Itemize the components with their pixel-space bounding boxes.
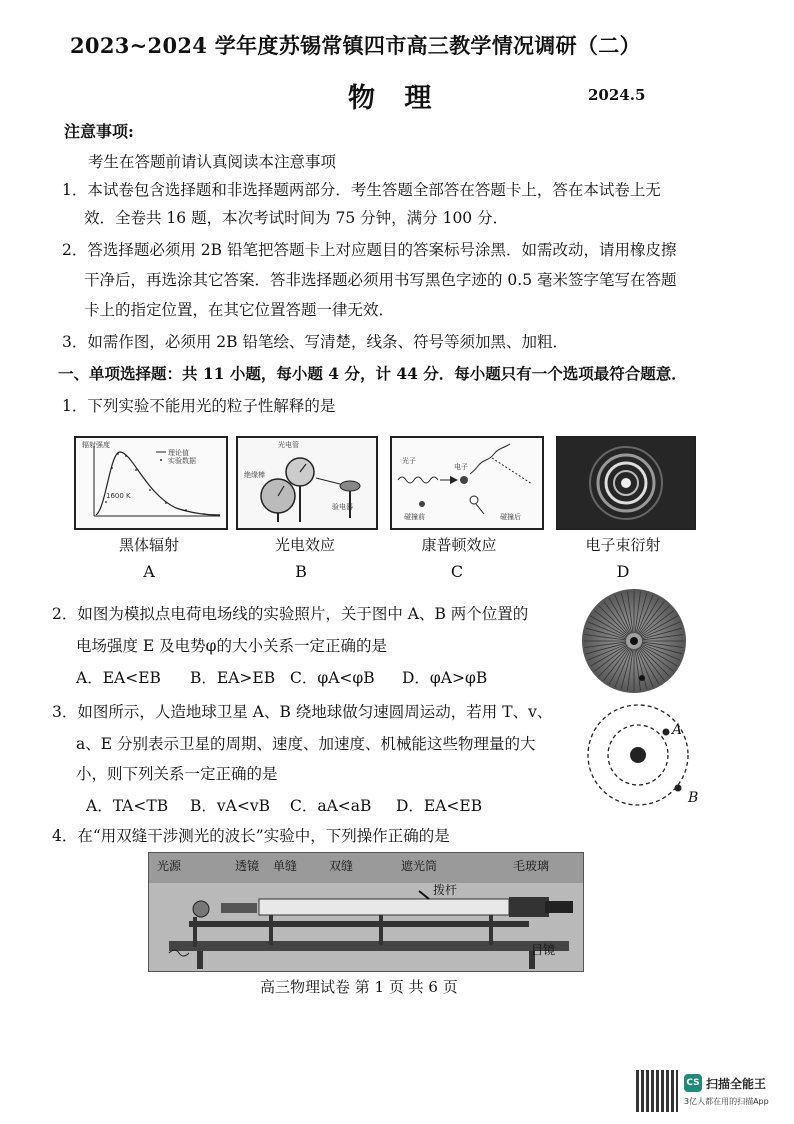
- q3-option-a: A．TA<TB: [86, 797, 169, 815]
- q1-caption-a: 黑体辐射: [118, 536, 179, 554]
- q3-orbit-diagram: [584, 700, 714, 820]
- notice-item: 卡上的指定位置，在其它位置答题一律无效．: [84, 301, 395, 319]
- scanner-tagline: 3亿人都在用的扫描App: [684, 1097, 769, 1106]
- q1-caption-d: 电子束衍射: [585, 536, 661, 554]
- photoelectric-label: 绝缘棒: [244, 471, 265, 479]
- q4-stem: 4．在“用双缝干涉测光的波长”实验中，下列操作正确的是: [52, 827, 450, 845]
- apparatus-label-lens: 透镜: [235, 859, 260, 873]
- compton-label: 碰撞前: [404, 513, 425, 521]
- blackbody-temp-label: 1600 K: [106, 492, 131, 500]
- exam-title: 2023~2024 学年度苏锡常镇四市高三教学情况调研（二）: [70, 33, 641, 58]
- qr-code-icon: [636, 1070, 678, 1112]
- notice-item: 3．如需作图，必须用 2B 铅笔绘、写清楚，线条、符号等须加黑、加粗．: [62, 333, 568, 351]
- blackbody-legend-data: 实验数据: [168, 457, 196, 465]
- q1-stem: 1．下列实验不能用光的粒子性解释的是: [62, 397, 336, 415]
- field-lines-graphic: [576, 586, 692, 696]
- blackbody-curve-graphic: [76, 438, 226, 528]
- q2-stem-line2: 电场强度 E 及电势φ的大小关系一定正确的是: [76, 637, 388, 655]
- diffraction-rings-graphic: [558, 438, 694, 528]
- notice-item: 1．本试卷包含选择题和非选择题两部分．考生答题全部答在答题卡上，答在本试卷上无: [62, 181, 661, 199]
- q3-option-c: C．aA<aB: [290, 797, 372, 815]
- q3-option-d: D．EA<EB: [396, 797, 483, 815]
- page-footer: 高三物理试卷 第 1 页 共 6 页: [260, 978, 458, 996]
- q2-option-c: C．φA<φB: [290, 669, 375, 687]
- compton-label: 碰撞后: [500, 513, 521, 521]
- satellite-a-label: A: [672, 722, 683, 738]
- q3-option-b: B．vA<vB: [190, 797, 270, 815]
- q3-stem-line2: a、E 分别表示卫星的周期、速度、加速度、机械能这些物理量的大: [76, 735, 536, 753]
- photoelectric-label: 光电管: [278, 441, 299, 449]
- q1-caption-b: 光电效应: [274, 536, 335, 554]
- q1-option-b: B: [295, 562, 307, 581]
- q1-figure-electron-diffraction: [556, 436, 696, 530]
- q1-figure-compton: [390, 436, 544, 530]
- q2-option-d: D．φA>φB: [402, 669, 488, 687]
- notice-item: 2．答选择题必须用 2B 铅笔把答题卡上对应题目的答案标号涂黑．如需改动，请用橡皮擦: [62, 241, 677, 259]
- compton-label: 电子: [454, 463, 468, 471]
- scanner-logo-icon: CS: [684, 1074, 702, 1092]
- blackbody-legend-theory: 理论值: [168, 449, 189, 457]
- q1-option-c: C: [450, 562, 464, 581]
- notice-intro: 考生在答题前请认真阅读本注意事项: [88, 153, 337, 171]
- q1-caption-c: 康普顿效应: [421, 536, 497, 554]
- subject-title: 物 理: [348, 83, 442, 114]
- apparatus-label-screen: 毛玻璃: [513, 859, 550, 873]
- q4-apparatus-photo: [148, 852, 584, 972]
- scanner-brand: 扫描全能王: [706, 1077, 767, 1091]
- apparatus-label-light-source: 光源: [157, 859, 182, 873]
- q2-option-b: B．EA>EB: [190, 669, 276, 687]
- q2-field-photo: [576, 586, 692, 696]
- apparatus-label-tube: 遮光筒: [401, 859, 438, 873]
- apparatus-label-eyepiece: 目镜: [531, 943, 556, 957]
- q1-figure-blackbody: [74, 436, 228, 530]
- q1-option-d: D: [616, 562, 630, 581]
- apparatus-label-lever: 拨杆: [433, 883, 458, 897]
- apparatus-label-double-slit: 双缝: [329, 859, 354, 873]
- q2-option-a: A．EA<EB: [76, 669, 161, 687]
- q2-stem-line1: 2．如图为模拟点电荷电场线的实验照片，关于图中 A、B 两个位置的: [52, 605, 529, 623]
- photoelectric-label: 验电器: [332, 503, 353, 511]
- q3-stem-line1: 3．如图所示，人造地球卫星 A、B 绕地球做匀速圆周运动，若用 T、v、: [52, 703, 553, 721]
- compton-label: 光子: [402, 457, 416, 465]
- satellite-b-label: B: [688, 790, 699, 806]
- exam-date: 2024.5: [588, 86, 646, 104]
- section-heading: 一、单项选择题：共 11 小题，每小题 4 分，计 44 分．每小题只有一个选项最符合题意．: [58, 364, 687, 383]
- q1-figure-photoelectric: [236, 436, 378, 530]
- photoelectric-apparatus-graphic: [238, 438, 376, 528]
- q1-option-a: A: [143, 562, 155, 581]
- notice-heading: 注意事项:: [64, 122, 134, 141]
- apparatus-label-single-slit: 单缝: [273, 859, 298, 873]
- q3-stem-line3: 小，则下列关系一定正确的是: [76, 765, 278, 783]
- notice-item: 干净后，再选涂其它答案．答非选择题必须用书写黑色字迹的 0.5 毫米签字笔写在答题: [84, 271, 677, 289]
- notice-item: 效．全卷共 16 题，本次考试时间为 75 分钟，满分 100 分．: [84, 209, 509, 227]
- blackbody-ylabel: 辐射强度: [82, 441, 110, 449]
